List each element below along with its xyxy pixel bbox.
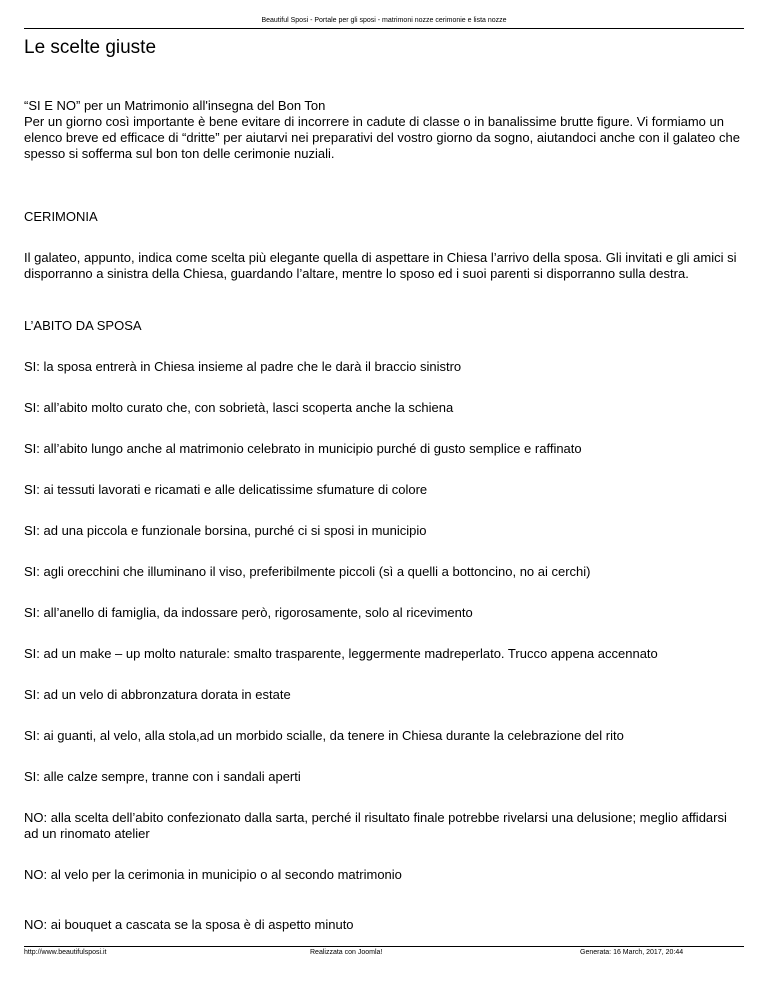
- list-item: NO: ai bouquet a cascata se la sposa è di aspetto minuto: [24, 917, 354, 932]
- list-item: SI: alle calze sempre, tranne con i sandali aperti: [24, 769, 301, 784]
- page-header: Beautiful Sposi - Portale per gli sposi - matrimoni nozze cerimonie e lista nozze: [261, 17, 507, 24]
- footer-powered-by: Realizzata con Joomla!: [310, 949, 383, 956]
- cerimonia-paragraph: Il galateo, appunto, indica come scelta più elegante quella di aspettare in Chiesa l’arrivo della sposa. Gli invitati e gli amici si disporranno a sinistra della Chiesa, guardando l’altare, mentre lo sposo ed i suoi parenti si disporranno sulla destra.: [24, 250, 737, 281]
- list-item: SI: ai tessuti lavorati e ricamati e alle delicatissime sfumature di colore: [24, 482, 428, 497]
- section-heading-cerimonia: CERIMONIA: [24, 209, 98, 224]
- list-item: SI: all’abito lungo anche al matrimonio celebrato in municipio purché di gusto semplice e raffinato: [24, 441, 582, 456]
- list-item: SI: ad una piccola e funzionale borsina, purché ci si sposi in municipio: [24, 523, 427, 538]
- list-item: SI: la sposa entrerà in Chiesa insieme al padre che le darà il braccio sinistro: [24, 359, 462, 374]
- section-heading-abito: L’ABITO DA SPOSA: [24, 318, 142, 333]
- list-item: SI: ad un velo di abbronzatura dorata in estate: [24, 687, 291, 702]
- list-item: SI: agli orecchini che illuminano il viso, preferibilmente piccoli (sì a quelli a bottoncino, no ai cerchi): [24, 564, 591, 579]
- intro-body: Per un giorno così importante è bene evitare di incorrere in cadute di classe o in banalissime brutte figure. Vi formiamo un elenco breve ed efficace di “dritte” per aiutarvi nei preparativi del vostro giorno da sogno, aiutandoci anche con il galateo che spesso si sofferma sul bon ton delle cerimonie nuziali.: [24, 114, 740, 161]
- list-item: NO: al velo per la cerimonia in municipio o al secondo matrimonio: [24, 867, 402, 882]
- list-item: SI: all’anello di famiglia, da indossare però, rigorosamente, solo al ricevimento: [24, 605, 473, 620]
- list-item: SI: all’abito molto curato che, con sobrietà, lasci scoperta anche la schiena: [24, 400, 454, 415]
- list-item: SI: ad un make – up molto naturale: smalto trasparente, leggermente madreperlato. Trucco appena accennato: [24, 646, 658, 661]
- intro-heading: “SI E NO” per un Matrimonio all'insegna del Bon Ton: [24, 98, 326, 113]
- footer-generated-date: Generata: 16 March, 2017, 20:44: [580, 949, 684, 956]
- article-title: Le scelte giuste: [24, 37, 157, 58]
- footer-divider: [24, 946, 744, 947]
- footer-url-link[interactable]: http://www.beautifulsposi.it: [24, 949, 107, 956]
- header-divider: [24, 28, 744, 29]
- list-item: SI: ai guanti, al velo, alla stola,ad un morbido scialle, da tenere in Chiesa durante la celebrazione del rito: [24, 728, 624, 743]
- list-item: NO: alla scelta dell’abito confezionato dalla sarta, perché il risultato finale potrebbe rivelarsi una delusione; meglio affidarsi ad un rinomato atelier: [24, 810, 727, 841]
